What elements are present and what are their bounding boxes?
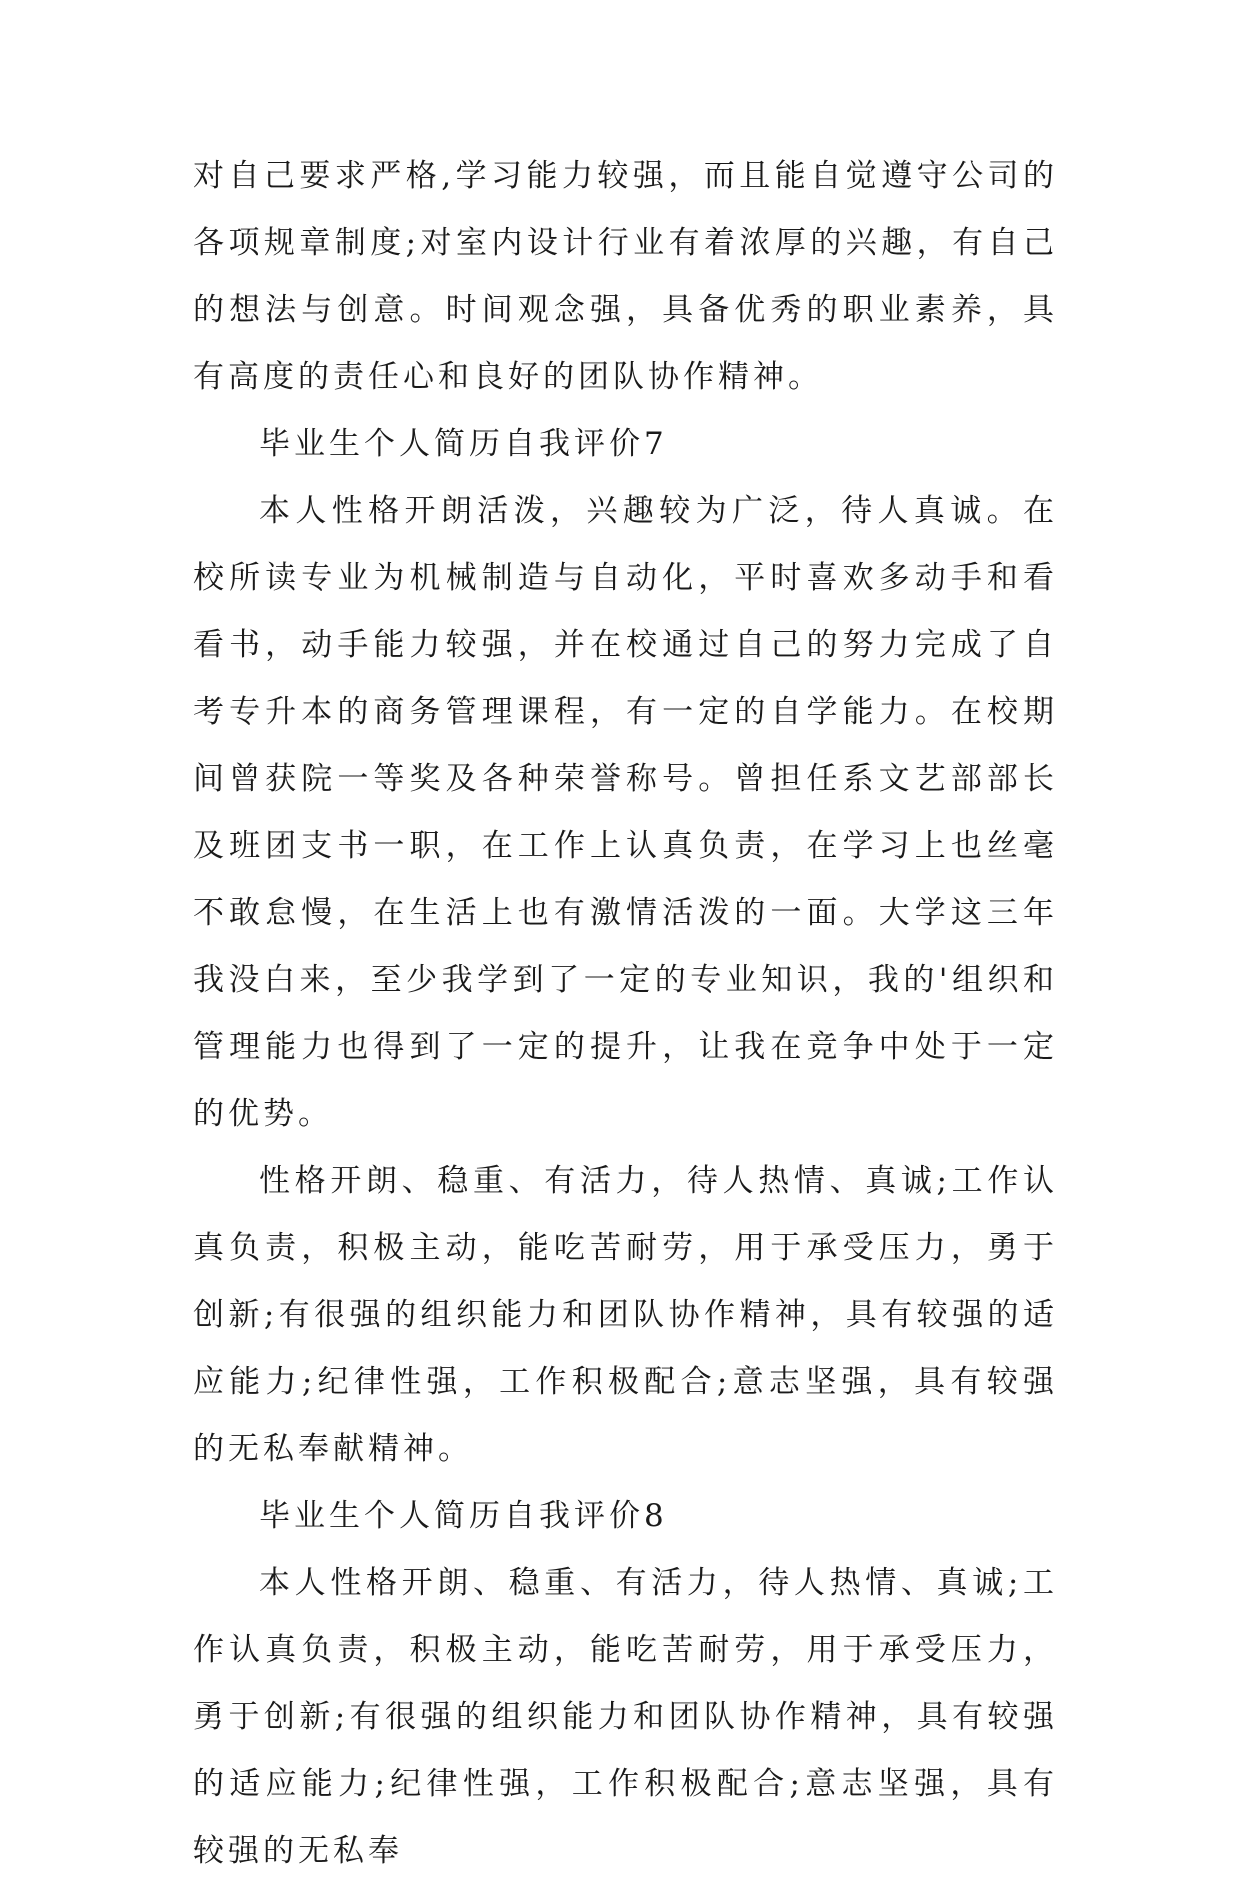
section-heading-7: 毕业生个人简历自我评价7 — [259, 426, 668, 462]
document-body — [193, 143, 1058, 1885]
paragraph-self-evaluation-8: 本人性格开朗、稳重、有活力，待人热情、真诚;工作认真负责，积极主动，能吃苦耐劳，用于承受压力，勇于创新;有很强的组织能力和团队协作精神，具有较强的适应能力;纪律性强，工作积极配合;意志坚强，具有较强的无私奉 — [193, 1565, 1058, 1869]
section-heading-8: 毕业生个人简历自我评价8 — [259, 1498, 668, 1534]
paragraph-continuation: 对自己要求严格,学习能力较强，而且能自觉遵守公司的各项规章制度;对室内设计行业有着浓厚的兴趣，有自己的想法与创意。时间观念强，具备优秀的职业素养，具有高度的责任心和良好的团队协作精神。 — [193, 158, 1058, 395]
paragraph-self-evaluation-7b: 性格开朗、稳重、有活力，待人热情、真诚;工作认真负责，积极主动，能吃苦耐劳，用于承受压力，勇于创新;有很强的组织能力和团队协作精神，具有较强的适应能力;纪律性强，工作积极配合;意志坚强，具有较强的无私奉献精神。 — [193, 1163, 1058, 1467]
paragraph-self-evaluation-7a: 本人性格开朗活泼，兴趣较为广泛，待人真诚。在校所读专业为机械制造与自动化，平时喜欢多动手和看看书，动手能力较强，并在校通过自己的努力完成了自考专升本的商务管理课程，有一定的自学能力。在校期间曾获院一等奖及各种荣誉称号。曾担任系文艺部部长及班团支书一职，在工作上认真负责，在学习上也丝毫不敢怠慢，在生活上也有激情活泼的一面。大学这三年我没白来，至少我学到了一定的专业知识，我的'组织和管理能力也得到了一定的提升，让我在竞争中处于一定的优势。 — [193, 493, 1058, 1132]
